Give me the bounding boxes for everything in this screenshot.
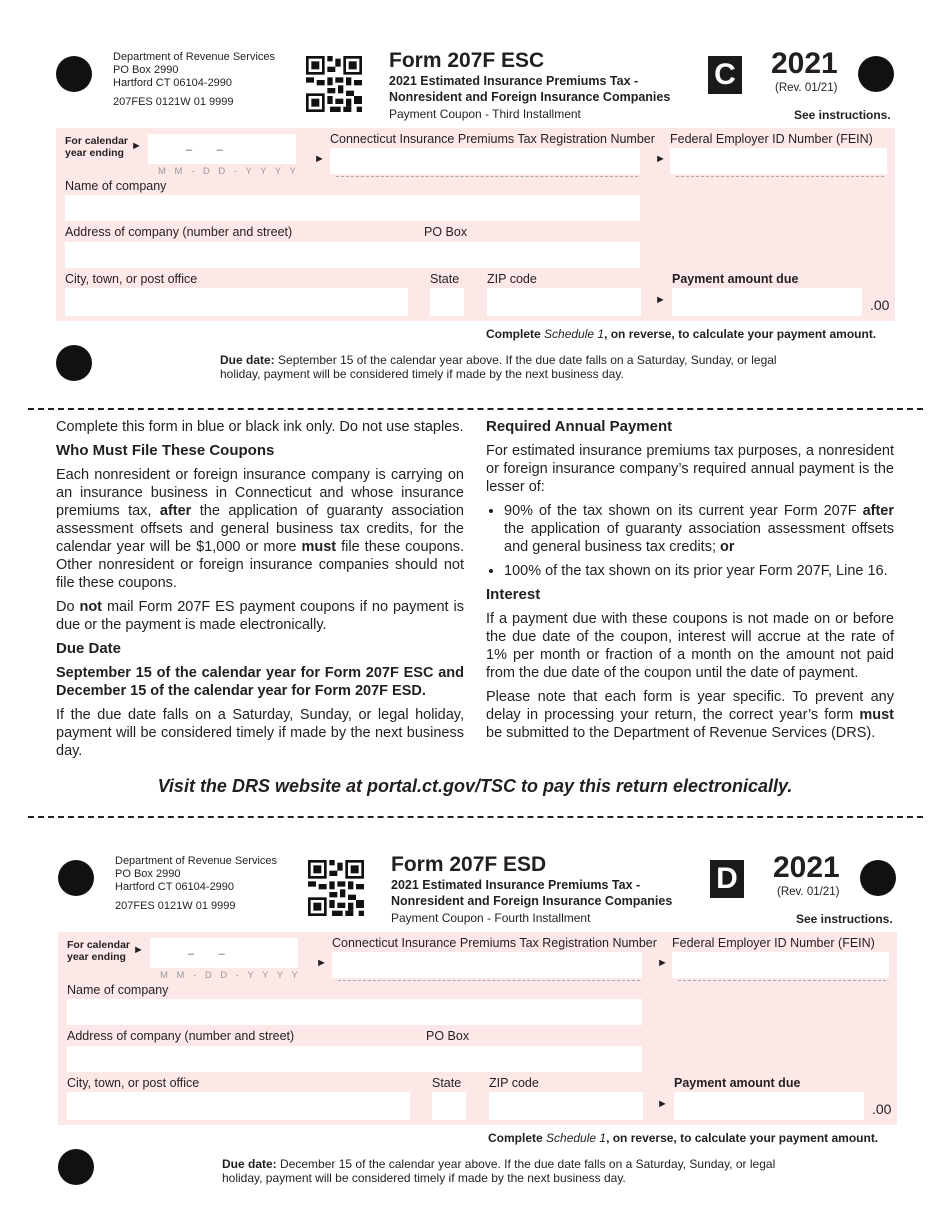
arrow-icon: ► [131,140,142,152]
complete-schedule-note [488,1131,878,1145]
registration-mark [860,860,896,896]
note-text: be submitted to the Department of Revenue Services (DRS). [486,725,876,741]
due-date-heading: Due Date [56,640,122,657]
agency-address [115,855,277,913]
fein-input[interactable] [672,952,889,978]
complete-schedule-note [486,327,876,341]
calendar-year-label-1: For calendar [65,135,129,147]
payment-cents: .00 [870,297,890,313]
qr-code-icon [306,56,362,112]
donot-text: Do [56,599,80,615]
arrow-icon: ► [133,944,144,956]
agency-line: Hartford CT 06104-2990 [113,77,233,89]
donot-text: mail Form 207F ES payment coupons if no payment is due or the payment is made electronically. [56,599,464,633]
form-subtitle-2: Nonresident and Foreign Insurance Companies [391,894,673,908]
who-bold: after [159,503,192,519]
list-item: • 100% of the tax shown on its prior year Form 207F, Line 16. [504,562,894,580]
date-separators: – – [186,144,223,156]
donot-bold: not [79,599,103,615]
do-not-mail-text [56,598,464,634]
payment-amount-input[interactable] [672,288,862,316]
required-payment-heading: Required Annual Payment [486,418,673,435]
po-box-label: PO Box [426,1029,470,1043]
due-date-text: December 15 of the calendar year above. If the due date falls on a Saturday, Sunday, or legal holiday, payment will be considered timely if made by the next business day. [222,1157,776,1185]
calendar-year-label-2: year ending [67,951,126,963]
state-input[interactable] [430,288,464,316]
payment-due-label: Payment amount due [674,1076,801,1090]
company-name-label: Name of company [67,983,169,997]
coupon-letter: D [710,860,744,898]
address-label: Address of company (number and street) [65,225,293,239]
date-format-hint: M M - D D - Y Y Y Y [158,166,299,177]
calendar-year-label-1: For calendar [67,939,131,951]
instructions-right-column [486,418,894,748]
city-input[interactable] [67,1092,410,1120]
year-specific-note [486,688,894,742]
fein-digit-guides [676,176,884,177]
ct-registration-input[interactable] [332,952,642,978]
fein-label: Federal Employer ID Number (FEIN) [672,936,875,950]
form-code: 207FES 0121W 01 9999 [115,900,236,912]
coupon-c [0,0,950,400]
required-payment-text: For estimated insurance premiums tax purposes, a nonresident or foreign insurance company’s required annual payment is the lesser of: [486,443,894,495]
address-input[interactable] [67,1046,642,1072]
address-label: Address of company (number and street) [67,1029,295,1043]
note-text: Please note that each form is year specific. To prevent any delay in processing your return, the correct year’s form [486,689,894,723]
payment-amount-input[interactable] [674,1092,864,1120]
city-label: City, town, or post office [67,1076,200,1090]
arrow-icon: ► [655,153,666,165]
registration-mark [56,56,92,92]
coupon-letter: C [708,56,742,94]
arrow-icon: ► [657,957,668,969]
due-date-label: Due date: [222,1157,277,1171]
form-subtitle-1: 2021 Estimated Insurance Premiums Tax - [389,74,639,88]
tax-year: 2021 [773,851,840,884]
registration-mark [56,345,92,381]
address-input[interactable] [65,242,640,268]
instructions-left-column [56,418,464,766]
ct-registration-label: Connecticut Insurance Premiums Tax Registration Number [330,132,655,146]
arrow-icon: ► [316,957,327,969]
form-subtitle-2: Nonresident and Foreign Insurance Companies [389,90,671,104]
schedule-name: Schedule 1 [544,327,605,341]
who-must-file-text [56,466,464,592]
who-text: file these coupons. Other nonresident or foreign insurance companies should not file these coupons. [56,539,464,591]
due-date-label: Due date: [220,353,275,367]
form-title: Form 207F ESC [389,49,545,72]
company-name-input[interactable] [67,999,642,1025]
company-name-label: Name of company [65,179,167,193]
form-title: Form 207F ESD [391,853,547,876]
arrow-icon: ► [655,294,666,306]
coupon-label: Payment Coupon - Fourth Installment [391,911,591,925]
coupon-label: Payment Coupon - Third Installment [389,107,581,121]
form-subtitle-1: 2021 Estimated Insurance Premiums Tax - [391,878,641,892]
calendar-year-label [67,939,130,963]
ct-registration-digit-guides [338,980,640,981]
fein-digit-guides [678,980,886,981]
who-text: the application of guaranty association assessment offsets and general business tax credits, for the calendar year will be $1,000 or more [56,503,464,555]
fein-label: Federal Employer ID Number (FEIN) [670,132,873,146]
agency-line: Hartford CT 06104-2990 [115,881,235,893]
registration-mark [858,56,894,92]
who-text: Each nonresident or foreign insurance company is carrying on an insurance business in Connecticut and whose insurance premiums tax, [56,467,464,519]
bullet-text: 90% of the tax shown on its current year Form 207F [504,503,863,519]
interest-text: If a payment due with these coupons is not made on or before the due date of the coupon, interest will accrue at the rate of 1% per month or fraction of a month on the amount not paid from the due date of the coupon until the date of payment. [486,611,894,681]
payment-cents: .00 [872,1101,892,1117]
zip-label: ZIP code [487,272,537,286]
fein-input[interactable] [670,148,887,174]
due-date-text: September 15 of the calendar year above. If the due date falls on a Saturday, Sunday, or legal holiday, payment will be considered timely if made by the next business day. [220,353,777,381]
company-name-input[interactable] [65,195,640,221]
ink-note: Complete this form in blue or black ink only. Do not use staples. [56,419,464,435]
complete-suffix: , on reverse, to calculate your payment amount. [606,1131,879,1145]
date-separators: – – [188,948,225,960]
agency-line: PO Box 2990 [115,868,181,880]
state-input[interactable] [432,1092,466,1120]
complete-prefix: Complete [488,1131,547,1145]
revision: (Rev. 01/21) [777,886,840,898]
zip-label: ZIP code [489,1076,539,1090]
bullet-bold: after [862,503,894,519]
revision: (Rev. 01/21) [775,82,838,94]
registration-mark [58,860,94,896]
state-label: State [430,272,460,286]
city-label: City, town, or post office [65,272,198,286]
due-date-holiday-text: If the due date falls on a Saturday, Sunday, or legal holiday, payment will be considered timely if made by the next business day. [56,707,464,759]
who-must-file-heading: Who Must File These Coupons [56,442,275,459]
state-label: State [432,1076,462,1090]
complete-prefix: Complete [486,327,545,341]
ct-registration-label: Connecticut Insurance Premiums Tax Registration Number [332,936,657,950]
due-date-bold-text: September 15 of the calendar year for Form 207F ESC and December 15 of the calendar year for Form 207F ESD. [56,665,464,699]
see-instructions: See instructions. [796,912,893,926]
agency-line: Department of Revenue Services [115,855,278,867]
complete-suffix: , on reverse, to calculate your payment amount. [604,327,877,341]
registration-mark [58,1149,94,1185]
agency-address [113,51,275,109]
arrow-icon: ► [314,153,325,165]
interest-heading: Interest [486,586,541,603]
list-item [504,502,894,556]
zip-input[interactable] [487,288,641,316]
due-date-note [222,1157,782,1185]
coupon-d [2,804,950,1204]
bullet-text: the application of guaranty association assessment offsets and general business tax credits; [504,521,894,555]
qr-code-icon [308,860,364,916]
po-box-label: PO Box [424,225,468,239]
bullet-bold: or [720,539,735,555]
payment-due-label: Payment amount due [672,272,799,286]
tax-year: 2021 [771,47,838,80]
city-input[interactable] [65,288,408,316]
arrow-icon: ► [657,1098,668,1110]
ct-registration-input[interactable] [330,148,640,174]
due-date-note [220,353,780,381]
form-code: 207FES 0121W 01 9999 [113,96,234,108]
required-payment-list [486,502,894,580]
zip-input[interactable] [489,1092,643,1120]
date-format-hint: M M - D D - Y Y Y Y [160,970,301,981]
who-bold: must [301,539,337,555]
calendar-year-label-2: year ending [65,147,124,159]
agency-line: PO Box 2990 [113,64,179,76]
cut-line [28,408,923,410]
see-instructions: See instructions. [794,108,891,122]
visit-website-banner: Visit the DRS website at portal.ct.gov/TSC to pay this return electronically. [157,776,793,796]
calendar-year-label [65,135,128,159]
agency-line: Department of Revenue Services [113,51,276,63]
schedule-name: Schedule 1 [546,1131,607,1145]
note-bold: must [859,707,894,723]
ct-registration-digit-guides [336,176,638,177]
